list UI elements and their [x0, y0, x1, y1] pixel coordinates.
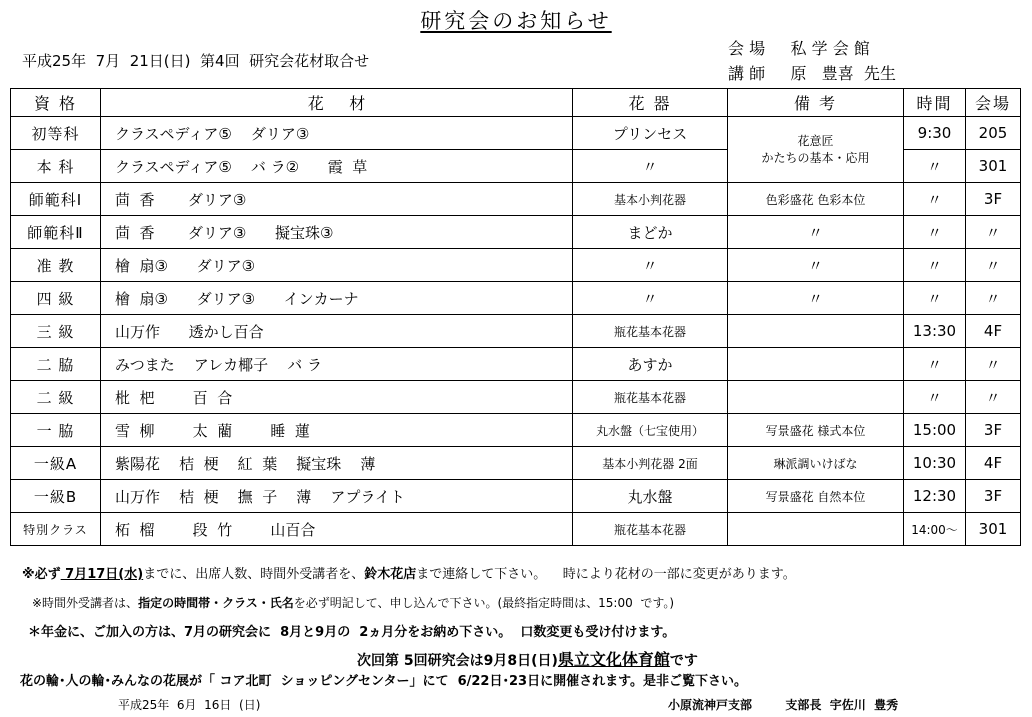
time-cell: 〃 — [904, 381, 966, 414]
place-cell: 4F — [966, 315, 1021, 348]
time-cell: 〃 — [904, 249, 966, 282]
page-title: 研究会のお知らせ — [420, 9, 612, 33]
time-cell: 〃 — [904, 216, 966, 249]
place-cell: 3F — [966, 414, 1021, 447]
vase-cell: プリンセス — [573, 117, 728, 150]
place-cell: 3F — [966, 480, 1021, 513]
grade-cell: 特別クラス — [11, 513, 101, 546]
place-cell: 〃 — [966, 216, 1021, 249]
vase-cell: あすか — [573, 348, 728, 381]
place-cell: 3F — [966, 183, 1021, 216]
header-time: 時間 — [904, 89, 966, 117]
table-row — [11, 381, 1021, 414]
time-cell: 12:30 — [904, 480, 966, 513]
flowers-cell: 茴 香 ダリア③ 擬宝珠③ — [101, 216, 573, 249]
note-mid: までに、出席人数、時間外受講者を、 — [143, 567, 365, 582]
table-row — [11, 480, 1021, 513]
header-vase: 花 器 — [573, 89, 728, 117]
time-cell: 〃 — [904, 282, 966, 315]
next-meeting — [357, 647, 698, 670]
table-row — [11, 183, 1021, 216]
table-row — [11, 348, 1021, 381]
vase-cell: 基本小判花器 2面 — [573, 447, 728, 480]
table-row — [11, 315, 1021, 348]
flowers-cell: クラスペディア⑤ バ ラ② 霞 草 — [101, 150, 573, 183]
table-row — [11, 513, 1021, 546]
grade-cell: 一級B — [11, 480, 101, 513]
exhibition-notice: 花の輪･人の輪･みんなの花展が「 コア北町 ショッピングセンター」にて 6/22日･23日に開催されます。是非ご覧下さい。 — [20, 674, 748, 689]
note-must: ※必ず — [22, 567, 61, 582]
vase-cell: 丸水盤（七宝使用） — [573, 414, 728, 447]
place-cell: 4F — [966, 447, 1021, 480]
vase-cell: 瓶花基本花器 — [573, 381, 728, 414]
time-cell: 14:00～ — [904, 513, 966, 546]
vase-cell: 瓶花基本花器 — [573, 315, 728, 348]
table-row — [11, 117, 1021, 150]
vase-cell: 基本小判花器 — [573, 183, 728, 216]
grade-cell: 二 脇 — [11, 348, 101, 381]
header-remarks: 備 考 — [728, 89, 904, 117]
remarks-cell — [728, 381, 904, 414]
next-meeting-place: 県立文化体育館 — [557, 650, 670, 669]
grade-cell: 師範科Ⅰ — [11, 183, 101, 216]
note-pension: ＊年金に、ご加入の方は、7月の研究会に 8月と9月の 2ヵ月分をお納め下さい。 口数変更も受け付けます。 — [28, 625, 676, 640]
next-meeting-text: 次回第 5回研究会は9月8日(日) — [357, 653, 558, 669]
next-meeting-suffix: です — [669, 653, 698, 669]
note-overtime — [32, 594, 674, 611]
flowers-cell: 檜 扇③ ダリア③ インカーナ — [101, 282, 573, 315]
instructor-line: 講 師 原 豊喜 先生 — [728, 64, 896, 83]
remarks-cell: 〃 — [728, 249, 904, 282]
place-cell: 〃 — [966, 249, 1021, 282]
flowers-cell: 檜 扇③ ダリア③ — [101, 249, 573, 282]
flowers-cell: 枇 杷 百 合 — [101, 381, 573, 414]
remarks-cell — [728, 117, 904, 183]
schedule-table — [10, 88, 1021, 546]
remarks-cell — [728, 348, 904, 381]
remarks-cell — [728, 513, 904, 546]
remarks-cell: 写景盛花 自然本位 — [728, 480, 904, 513]
remarks-cell: 〃 — [728, 282, 904, 315]
time-cell: 〃 — [904, 348, 966, 381]
vase-cell: 〃 — [573, 282, 728, 315]
grade-cell: 一級A — [11, 447, 101, 480]
place-cell: 301 — [966, 150, 1021, 183]
vase-cell: まどか — [573, 216, 728, 249]
meeting-info: 平成25年 7月 21日(日) 第4回 研究会花材取合せ — [22, 52, 370, 70]
header-grade: 資 格 — [11, 89, 101, 117]
note-deadline — [22, 563, 796, 582]
note2-suffix: を必ず明記して、申し込んで下さい。(最終指定時間は、15:00 です。) — [293, 596, 675, 610]
vase-cell: 〃 — [573, 249, 728, 282]
grade-cell: 三 級 — [11, 315, 101, 348]
header-flowers: 花 材 — [101, 89, 573, 117]
table-row — [11, 249, 1021, 282]
vase-cell: 瓶花基本花器 — [573, 513, 728, 546]
grade-cell: 二 級 — [11, 381, 101, 414]
flowers-cell: 山万作 桔 梗 撫 子 薄 アプライト — [101, 480, 573, 513]
header-place: 会場 — [966, 89, 1021, 117]
signature: 小原流神戸支部 支部長 宇佐川 豊秀 — [668, 698, 899, 712]
remarks-cell: 〃 — [728, 216, 904, 249]
grade-cell: 准 教 — [11, 249, 101, 282]
time-cell: 9:30 — [904, 117, 966, 150]
flowers-cell: 山万作 透かし百合 — [101, 315, 573, 348]
table-row — [11, 216, 1021, 249]
grade-cell: 一 脇 — [11, 414, 101, 447]
remarks-line: 花意匠 — [797, 133, 834, 148]
note-shop: 鈴木花店 — [364, 567, 417, 582]
remarks-cell: 琳派調いけばな — [728, 447, 904, 480]
place-cell: 205 — [966, 117, 1021, 150]
table-row — [11, 447, 1021, 480]
flowers-cell: 紫陽花 桔 梗 紅 葉 擬宝珠 薄 — [101, 447, 573, 480]
remarks-cell — [728, 315, 904, 348]
time-cell: 13:30 — [904, 315, 966, 348]
grade-cell: 師範科Ⅱ — [11, 216, 101, 249]
remarks-cell: 色彩盛花 色彩本位 — [728, 183, 904, 216]
table-header-row — [11, 89, 1021, 117]
venue-line: 会 場 私 学 会 館 — [728, 39, 870, 58]
table-row — [11, 414, 1021, 447]
flowers-cell: みつまた アレカ椰子 バ ラ — [101, 348, 573, 381]
place-cell: 〃 — [966, 282, 1021, 315]
grade-cell: 本 科 — [11, 150, 101, 183]
flowers-cell: 茴 香 ダリア③ — [101, 183, 573, 216]
time-cell: 〃 — [904, 183, 966, 216]
note-date: 7月17日(水) — [60, 567, 144, 582]
time-cell: 〃 — [904, 150, 966, 183]
grade-cell: 四 級 — [11, 282, 101, 315]
venue-info — [728, 36, 896, 86]
note2-prefix: ※時間外受講者は、 — [32, 596, 139, 610]
place-cell: 301 — [966, 513, 1021, 546]
place-cell: 〃 — [966, 381, 1021, 414]
vase-cell: 丸水盤 — [573, 480, 728, 513]
time-cell: 15:00 — [904, 414, 966, 447]
vase-cell: 〃 — [573, 150, 728, 183]
place-cell: 〃 — [966, 348, 1021, 381]
flowers-cell: 柘 榴 段 竹 山百合 — [101, 513, 573, 546]
remarks-cell: 写景盛花 様式本位 — [728, 414, 904, 447]
note2-bold: 指定の時間帯・クラス・氏名 — [138, 596, 294, 610]
issue-date: 平成25年 6月 16日 (日) — [118, 698, 261, 712]
flowers-cell: クラスペディア⑤ ダリア③ — [101, 117, 573, 150]
note-suffix: まで連絡して下さい。 時により花材の一部に変更があります。 — [416, 567, 796, 582]
remarks-line: かたちの基本・応用 — [761, 150, 870, 165]
time-cell: 10:30 — [904, 447, 966, 480]
grade-cell: 初等科 — [11, 117, 101, 150]
table-row — [11, 282, 1021, 315]
flowers-cell: 雪 柳 太 藺 睡 蓮 — [101, 414, 573, 447]
